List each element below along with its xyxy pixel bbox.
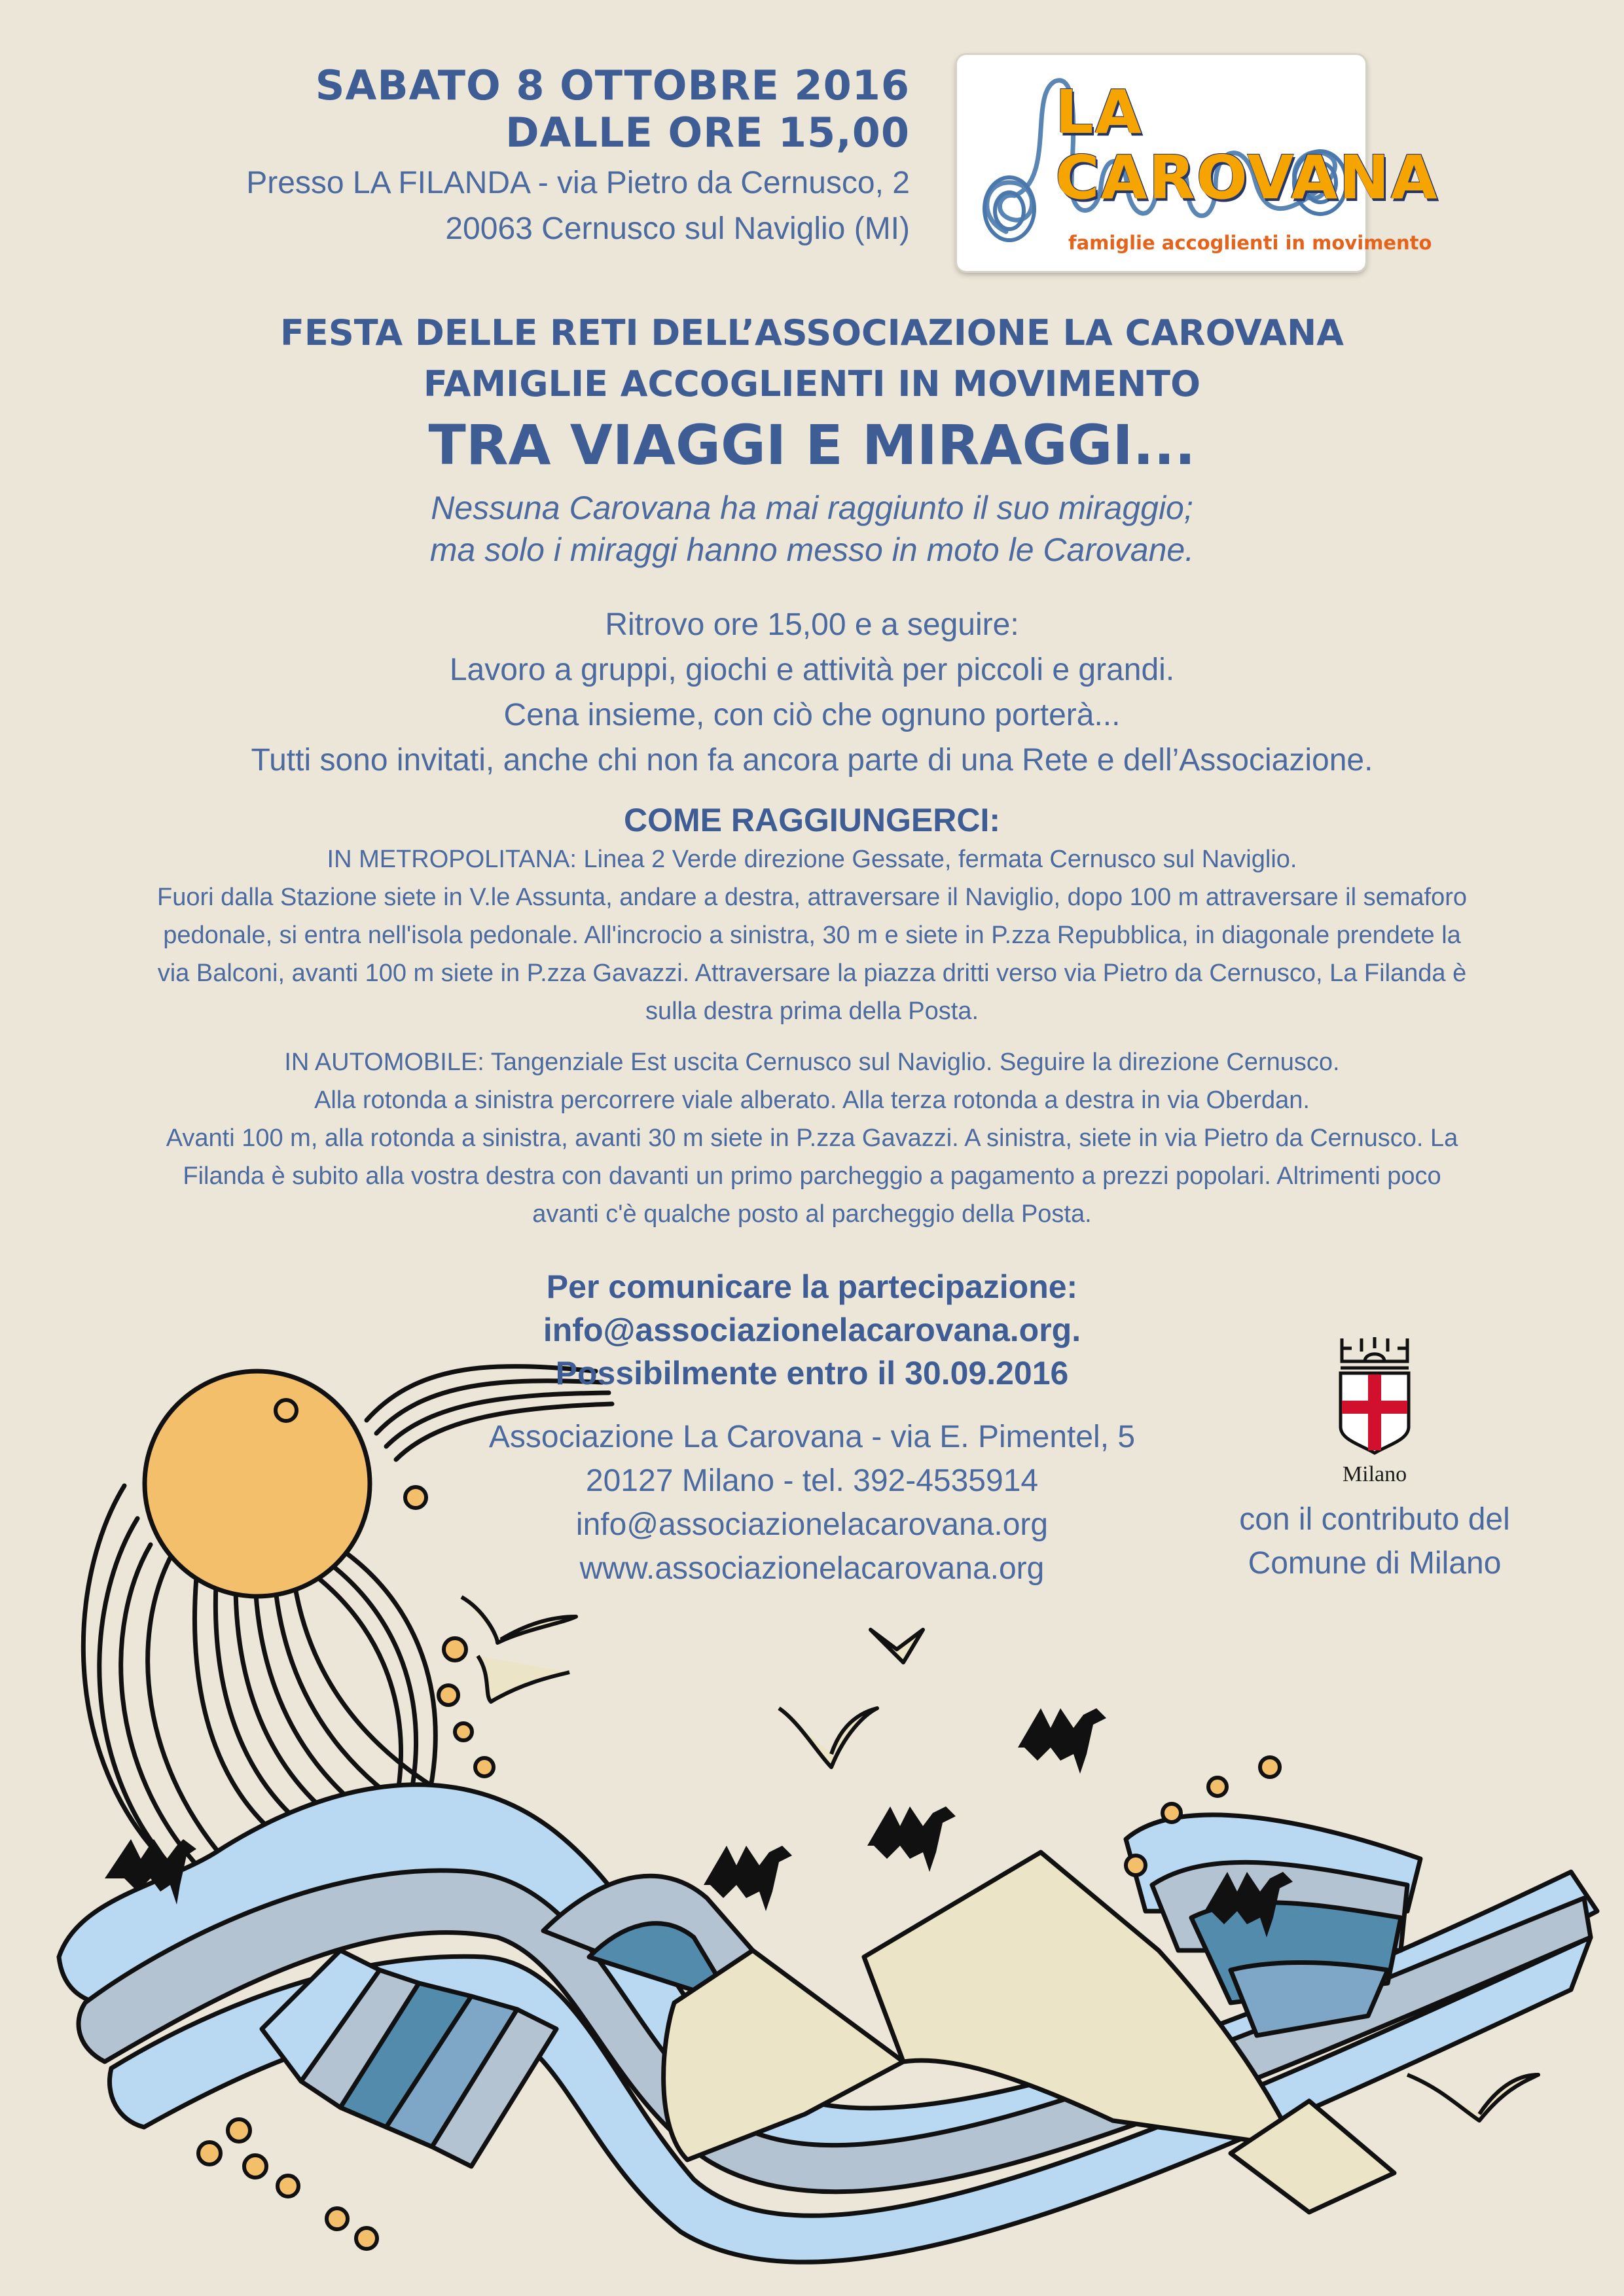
contact-website-link[interactable]: www.associazionelacarovana.org	[579, 1551, 1045, 1586]
venue-address: Presso LA FILANDA - via Pietro da Cernusco, 2	[246, 166, 910, 200]
rsvp-deadline: Possibilmente entro il 30.09.2016	[555, 1355, 1069, 1391]
main-title: TRA VIAGGI E MIRAGGI...	[428, 413, 1196, 477]
quote-line-2: ma solo i miraggi hanno messo in moto le Carovane.	[429, 531, 1195, 568]
milano-coat-of-arms-icon	[1335, 1335, 1414, 1456]
quote-line-1: Nessuna Carovana ha mai raggiunto il suo miraggio;	[431, 490, 1193, 526]
metro-line: IN METROPOLITANA: Linea 2 Verde direzione Gessate, fermata Cernusco sul Naviglio.	[327, 846, 1297, 873]
program-item: Tutti sono invitati, anche chi non fa ancora parte di una Rete e dell’Associazione.	[251, 743, 1373, 778]
car-line: Alla rotonda a sinistra percorrere viale alberato. Alla terza rotonda a destra in via Oberdan.	[314, 1086, 1310, 1114]
sponsor-line-2: Comune di Milano	[1248, 1546, 1502, 1581]
sponsor-line-1: con il contributo del	[1239, 1502, 1510, 1537]
sponsor-block	[1218, 1335, 1532, 1585]
contact-city-phone: 20127 Milano - tel. 392-4535914	[585, 1463, 1039, 1498]
event-date: SABATO 8 OTTOBRE 2016	[315, 62, 910, 109]
car-line: Avanti 100 m, alla rotonda a sinistra, avanti 30 m siete in P.zza Gavazzi. A sinistra, siete in via Pietro da Cernusco. La	[166, 1124, 1458, 1152]
program-item: Cena insieme, con ciò che ognuno porterà...	[503, 698, 1121, 732]
milano-emblem-label: Milano	[1342, 1462, 1407, 1486]
car-line: Filanda è subito alla vostra destra con davanti un primo parcheggio a pagamento a prezzi popolari. Altrimenti poco	[183, 1162, 1441, 1190]
car-line: IN AUTOMOBILE: Tangenziale Est uscita Cernusco sul Naviglio. Seguire la direzione Cernusco.	[284, 1049, 1340, 1076]
program-item: Ritrovo ore 15,00 e a seguire:	[605, 607, 1019, 642]
festa-line-2: FAMIGLIE ACCOGLIENTI IN MOVIMENTO	[423, 363, 1201, 404]
logo-subtitle: famiglie accoglienti in movimento	[1068, 232, 1432, 254]
metro-line: sulla destra prima della Posta.	[645, 997, 979, 1025]
directions-title: COME RAGGIUNGERCI:	[624, 802, 1000, 838]
festa-line-1: FESTA DELLE RETI DELL’ASSOCIAZIONE LA CAROVANA	[280, 312, 1344, 353]
metro-line: via Balconi, avanti 100 m siete in P.zza Gavazzi. Attraversare la piazza dritti verso via Pietro da Cernusco, La Filanda è	[157, 960, 1467, 987]
contact-address: Associazione La Carovana - via E. Pimentel, 5	[488, 1420, 1136, 1454]
event-time: DALLE ORE 15,00	[505, 109, 910, 156]
rsvp-email-link[interactable]: info@associazionelacarovana.org.	[543, 1312, 1081, 1348]
rsvp-label: Per comunicare la partecipazione:	[546, 1268, 1078, 1305]
metro-line: Fuori dalla Stazione siete in V.le Assunta, andare a destra, attraversare il Naviglio, dopo 100 m attraversare il semaforo	[157, 884, 1467, 911]
program-item: Lavoro a gruppi, giochi e attività per piccoli e grandi.	[449, 653, 1175, 687]
contact-email-link[interactable]: info@associazionelacarovana.org	[575, 1507, 1049, 1542]
logo-title: LA CAROVANA	[1055, 77, 1439, 213]
venue-city: 20063 Cernusco sul Naviglio (MI)	[445, 211, 910, 246]
car-line: avanti c'è qualche posto al parcheggio della Posta.	[532, 1200, 1092, 1228]
metro-line: pedonale, si entra nell'isola pedonale. All'incrocio a sinistra, 30 m e siete in P.zza Repubblica, in diagonale prendete la	[163, 922, 1461, 949]
